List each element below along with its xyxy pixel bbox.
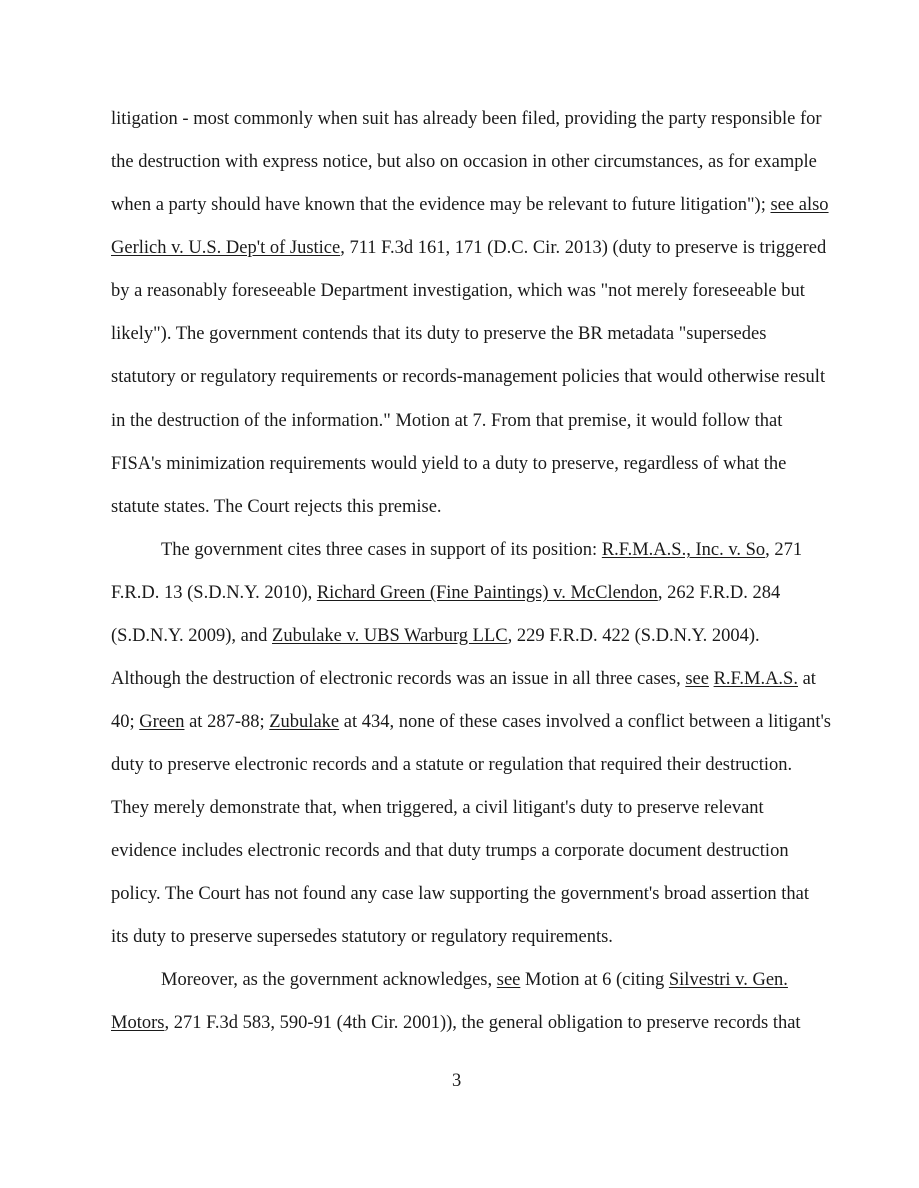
text-line <box>111 366 825 388</box>
text-run: , 229 F.R.D. 422 (S.D.N.Y. 2004). <box>507 626 760 646</box>
text-line <box>111 840 789 862</box>
text-run: F.R.D. 13 (S.D.N.Y. 2010), <box>111 583 317 603</box>
text-line <box>111 797 764 819</box>
text-run: evidence includes electronic records and that duty trumps a corporate document destruction <box>111 841 789 861</box>
text-line <box>111 668 816 690</box>
case-citation: Silvestri v. Gen. <box>668 970 788 990</box>
text-run: Motion at 6 (citing <box>520 970 669 990</box>
text-run: statute states. The Court rejects this premise. <box>111 497 442 517</box>
text-run: 40; <box>111 712 140 732</box>
text-line <box>111 237 826 259</box>
text-line <box>111 711 831 733</box>
text-line <box>111 883 809 905</box>
text-line <box>111 108 822 130</box>
text-run: Although the destruction of electronic records was an issue in all three cases, <box>111 669 686 689</box>
case-citation: Richard Green (Fine Paintings) v. McClendon <box>316 583 658 603</box>
text-run: at 434, none of these cases involved a conflict between a litigant's <box>339 712 832 732</box>
text-run: by a reasonably foreseeable Department investigation, which was "not merely foreseeable but <box>111 281 805 301</box>
text-run: at <box>797 669 816 689</box>
text-run: at 287-88; <box>184 712 270 732</box>
text-run: statutory or regulatory requirements or records-management policies that would otherwise result <box>111 367 826 387</box>
text-run: likely"). The government contends that its duty to preserve the BR metadata "supersedes <box>111 324 767 344</box>
text-line <box>111 194 829 216</box>
text-line <box>111 410 782 432</box>
case-citation: Motors <box>111 1013 165 1033</box>
text-line <box>111 625 760 647</box>
text-run: policy. The Court has not found any case law supporting the government's broad assertion that <box>111 884 809 904</box>
text-run: the destruction with express notice, but also on occasion in other circumstances, as for example <box>111 152 817 172</box>
text-run: The government cites three cases in support of its position: <box>161 540 602 560</box>
text-line <box>111 754 792 776</box>
text-run: FISA's minimization requirements would yield to a duty to preserve, regardless of what the <box>111 454 787 474</box>
text-line <box>161 969 788 991</box>
text-line <box>111 582 780 604</box>
case-citation: see <box>496 970 521 990</box>
text-line <box>111 496 442 518</box>
text-run: when a party should have known that the evidence may be relevant to future litigation"); <box>111 195 771 215</box>
text-line <box>111 323 766 345</box>
case-citation: R.F.M.A.S., Inc. v. So <box>601 540 766 560</box>
text-run: in the destruction of the information." Motion at 7. From that premise, it would follow that <box>111 411 783 431</box>
text-run: , 271 <box>765 540 803 560</box>
case-citation: R.F.M.A.S. <box>713 669 798 689</box>
text-run: They merely demonstrate that, when triggered, a civil litigant's duty to preserve relevant <box>111 798 764 818</box>
case-citation: Green <box>139 712 185 732</box>
text-run: , 262 F.R.D. 284 <box>657 583 781 603</box>
text-run: , 271 F.3d 583, 590-91 (4th Cir. 2001)), the general obligation to preserve records that <box>164 1013 801 1033</box>
text-line <box>111 1012 801 1034</box>
text-line <box>111 926 613 948</box>
text-run: Moreover, as the government acknowledges, <box>161 970 497 990</box>
case-citation: Gerlich v. U.S. Dep't of Justice <box>111 238 341 258</box>
text-line <box>161 539 802 561</box>
case-citation: Zubulake <box>269 712 340 732</box>
text-run: its duty to preserve supersedes statutory or regulatory requirements. <box>111 927 613 947</box>
page-number: 3 <box>452 1071 462 1091</box>
case-citation: see also <box>770 195 829 215</box>
case-citation: Zubulake v. UBS Warburg LLC <box>272 626 508 646</box>
text-run: litigation - most commonly when suit has already been filed, providing the party responsible for <box>111 109 822 129</box>
case-citation: see <box>685 669 709 689</box>
text-line <box>111 280 805 302</box>
text-run: , 711 F.3d 161, 171 (D.C. Cir. 2013) (duty to preserve is triggered <box>340 238 827 258</box>
text-run: (S.D.N.Y. 2009), and <box>111 626 273 646</box>
text-line <box>111 151 817 173</box>
text-line <box>111 453 786 475</box>
text-run: duty to preserve electronic records and a statute or regulation that required their destruction. <box>111 755 793 775</box>
